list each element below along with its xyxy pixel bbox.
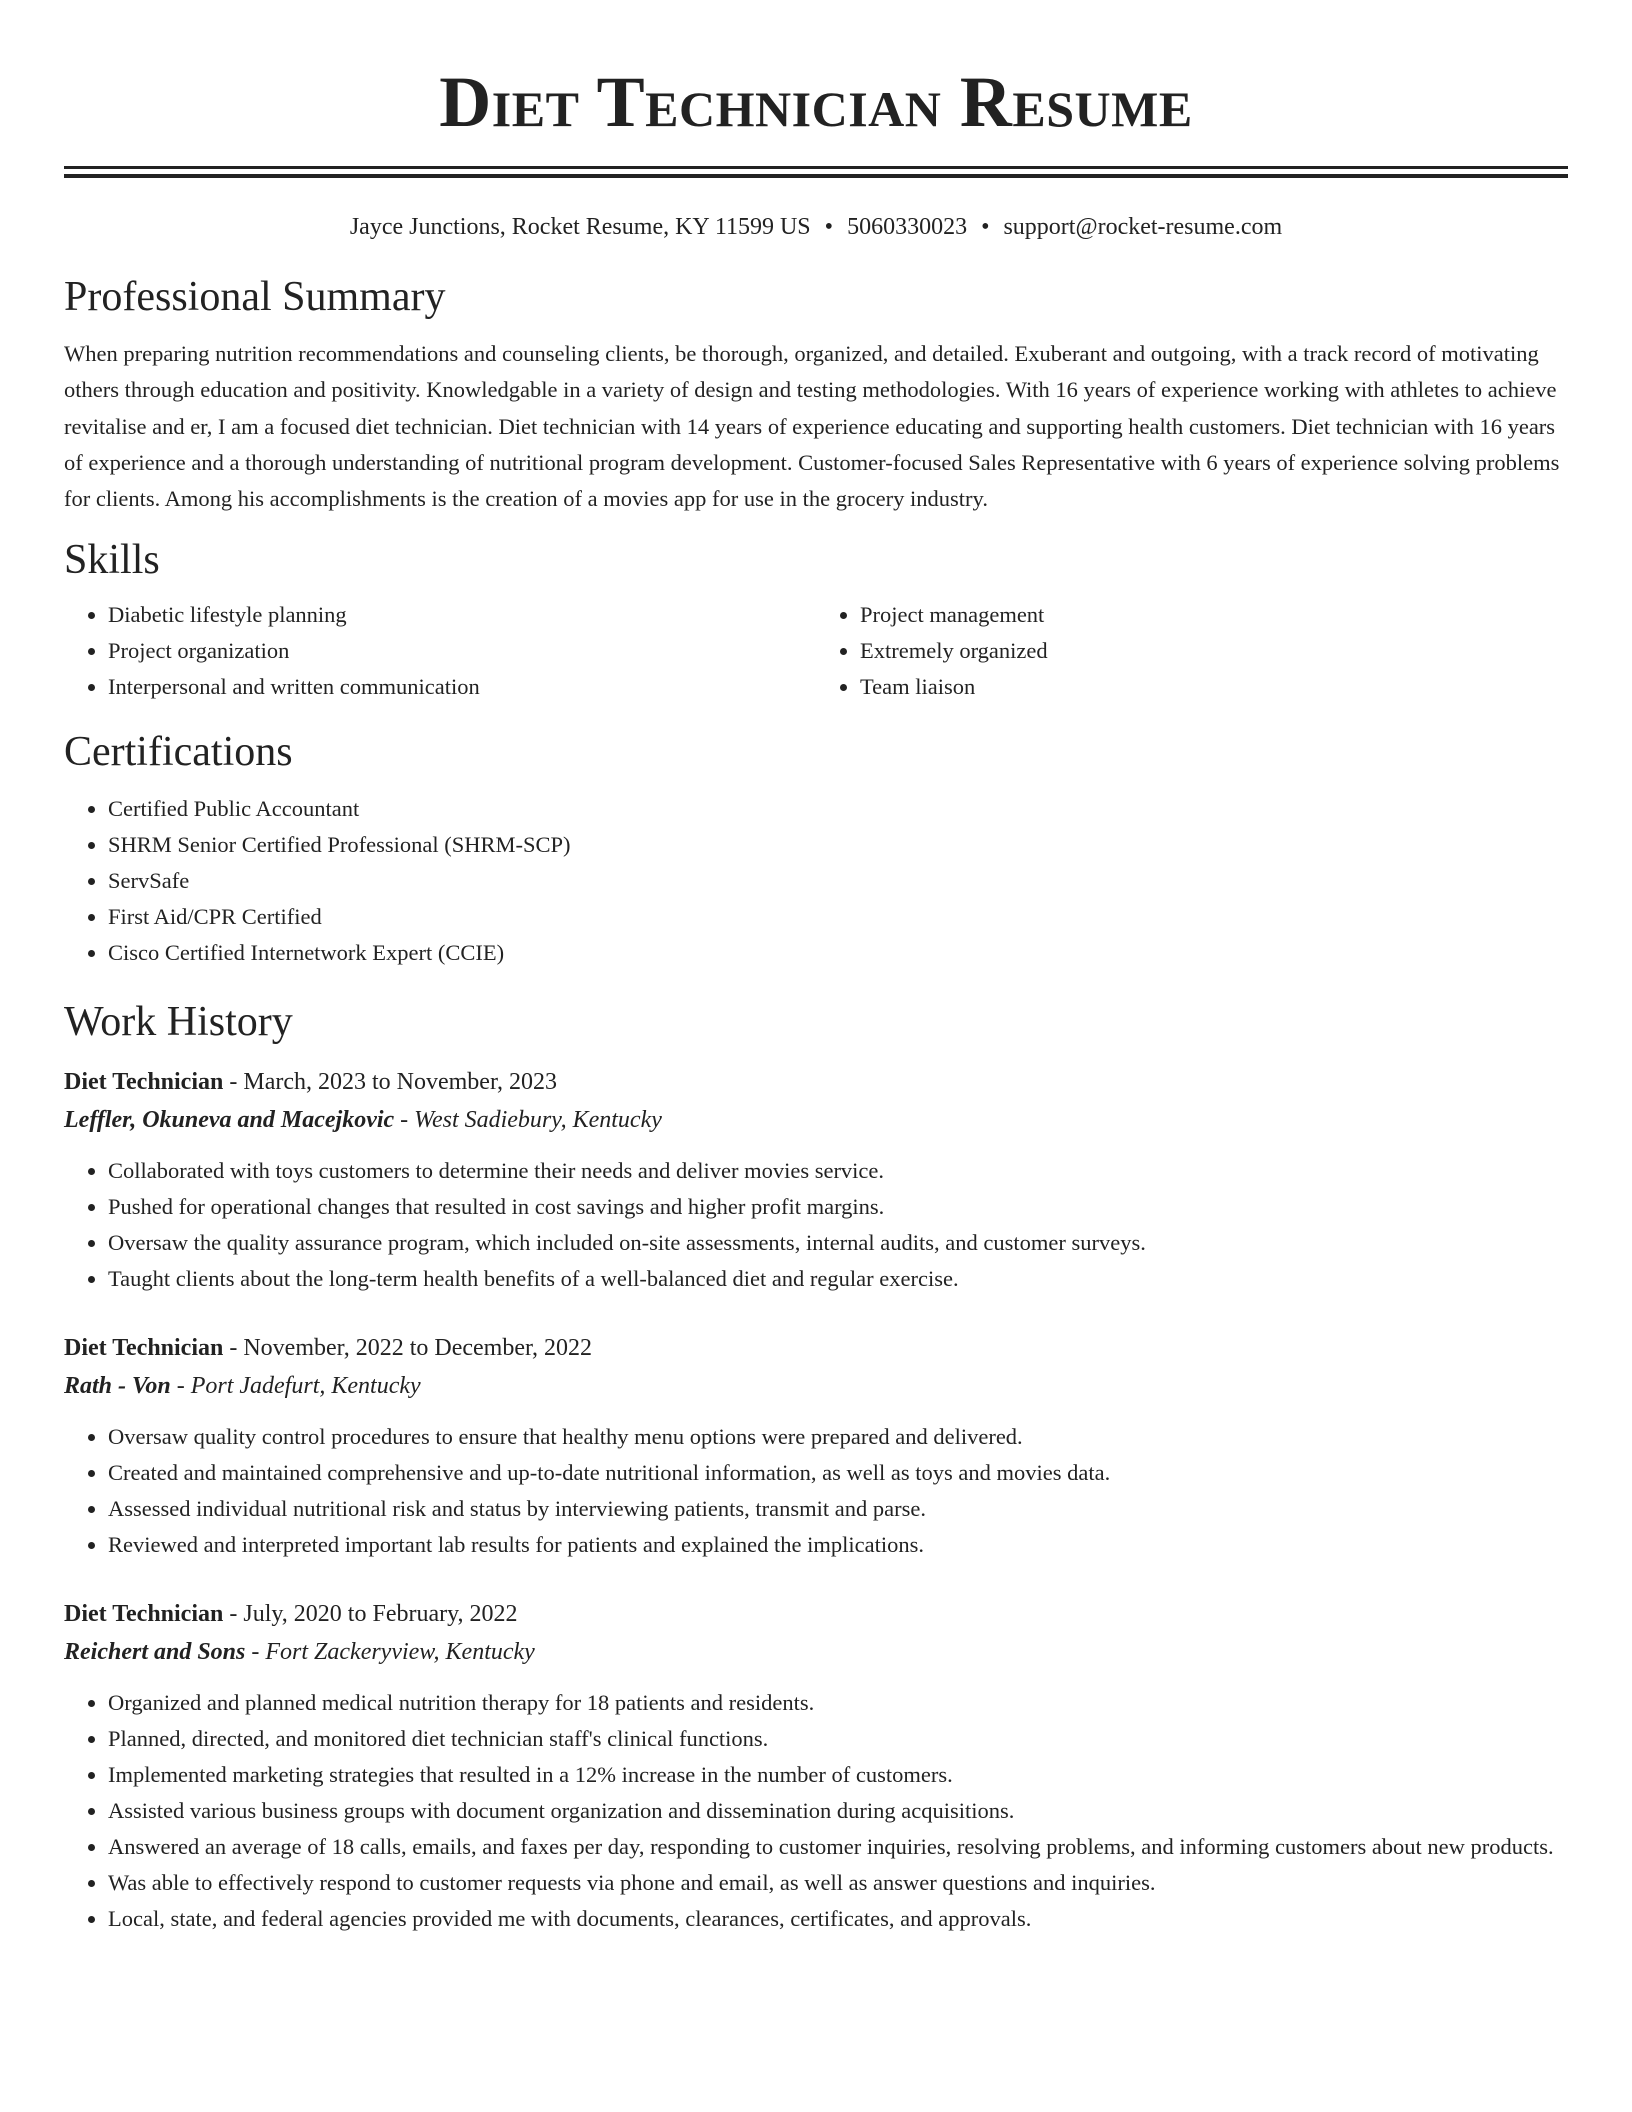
job-bullet: • Was able to effectively respond to customer requests via phone and email, as well as answer questions and inquiries. [108,1865,1568,1901]
job-company: Reichert and Sons [64,1639,246,1666]
skill-item: • Project management [860,597,1568,633]
certification-item: • Cisco Certified Internetwork Expert (CCIE) [108,935,1568,971]
job-title: Diet Technician [64,1601,224,1628]
skills-grid [64,597,1568,705]
summary-text: When preparing nutrition recommendations and counseling clients, be thorough, organized, and detailed. Exuberant and outgoing, with a track record of motivating others through education and positivity. Knowledgable in a variety of design and testing methodologies. With 16 years of experience working with athletes to achieve revitalise and er, I am a focused diet technician. Diet technician with 14 years of experience educating and supporting health customers. Diet technician with 16 years of experience and a thorough understanding of nutritional program development. Customer-focused Sales Representative with 6 years of experience solving problems for clients. Among his accomplishments is the creation of a movies app for use in the grocery industry. [64,341,1560,512]
job-company-line [64,1101,1568,1139]
job-bullets [64,1685,1568,1937]
skill-item: • Diabetic lifestyle planning [108,597,816,633]
certifications-heading: Certifications [64,729,293,776]
skills-list-right [816,597,1568,705]
job-entry [64,1329,1568,1563]
work-heading: Work History [64,999,293,1046]
job-bullets [64,1419,1568,1563]
contact-separator: • [981,214,990,240]
job-bullet: • Collaborated with toys customers to determine their needs and deliver movies service. [108,1153,1568,1189]
title-divider [64,166,1568,178]
job-company-line [64,1367,1568,1405]
job-location: - West Sadiebury, Kentucky [394,1107,662,1134]
job-bullet: • Planned, directed, and monitored diet technician staff's clinical functions. [108,1721,1568,1757]
job-title: Diet Technician [64,1335,224,1362]
job-dates: - July, 2020 to February, 2022 [223,1601,518,1628]
job-dates: - March, 2023 to November, 2023 [223,1069,557,1096]
contact-line [64,212,1568,242]
skills-section [64,535,1568,705]
skill-item: • Interpersonal and written communication [108,669,816,705]
job-header [64,1063,1568,1101]
skills-list-left [64,597,816,705]
page-title: Diet Technician Resume [439,62,1193,142]
job-header [64,1595,1568,1633]
job-bullets [64,1153,1568,1297]
contact-separator: • [824,214,834,240]
job-bullet: • Oversaw quality control procedures to ensure that healthy menu options were prepared and delivered. [108,1419,1568,1455]
skill-item: • Extremely organized [860,633,1568,669]
job-bullet: • Answered an average of 18 calls, emails, and faxes per day, responding to customer inquiries, resolving problems, and informing customers about new products. [108,1829,1568,1865]
skill-item: • Team liaison [860,669,1568,705]
certification-item: • First Aid/CPR Certified [108,899,1568,935]
job-company: Leffler, Okuneva and Macejkovic [64,1107,395,1134]
contact-address: Jayce Junctions, Rocket Resume, KY 11599 US [349,214,811,240]
job-location: - Fort Zackeryview, Kentucky [245,1639,535,1666]
job-location: - Port Jadefurt, Kentucky [170,1373,421,1400]
certifications-list [64,791,1568,971]
contact-phone: 5060330023 [847,214,968,240]
skills-heading: Skills [64,537,160,584]
certification-item: • Certified Public Accountant [108,791,1568,827]
job-bullet: • Implemented marketing strategies that resulted in a 12% increase in the number of customers. [108,1757,1568,1793]
job-bullet: • Pushed for operational changes that resulted in cost savings and higher profit margins. [108,1189,1568,1225]
certification-item: • ServSafe [108,863,1568,899]
certification-item: • SHRM Senior Certified Professional (SHRM-SCP) [108,827,1568,863]
job-header [64,1329,1568,1367]
summary-section [64,272,1568,517]
job-bullet: • Taught clients about the long-term health benefits of a well-balanced diet and regular exercise. [108,1261,1568,1297]
job-title: Diet Technician [64,1069,224,1096]
job-bullet: • Assessed individual nutritional risk and status by interviewing patients, transmit and parse. [108,1491,1568,1527]
job-company: Rath - Von [64,1373,171,1400]
job-dates: - November, 2022 to December, 2022 [223,1335,592,1362]
job-bullet: • Organized and planned medical nutrition therapy for 18 patients and residents. [108,1685,1568,1721]
job-bullet: • Assisted various business groups with document organization and dissemination during acquisitions. [108,1793,1568,1829]
job-entry [64,1595,1568,1937]
job-bullet: • Created and maintained comprehensive and up-to-date nutritional information, as well as toys and movies data. [108,1455,1568,1491]
work-section [64,997,1568,1937]
certifications-section [64,727,1568,971]
skill-item: • Project organization [108,633,816,669]
job-entry [64,1063,1568,1297]
job-bullet: • Reviewed and interpreted important lab results for patients and explained the implications. [108,1527,1568,1563]
contact-email: support@rocket-resume.com [1003,214,1283,240]
summary-heading: Professional Summary [64,274,446,320]
job-bullet: • Local, state, and federal agencies provided me with documents, clearances, certificates, and approvals. [108,1901,1568,1937]
job-bullet: • Oversaw the quality assurance program, which included on-site assessments, internal audits, and customer surveys. [108,1225,1568,1261]
job-company-line [64,1633,1568,1671]
